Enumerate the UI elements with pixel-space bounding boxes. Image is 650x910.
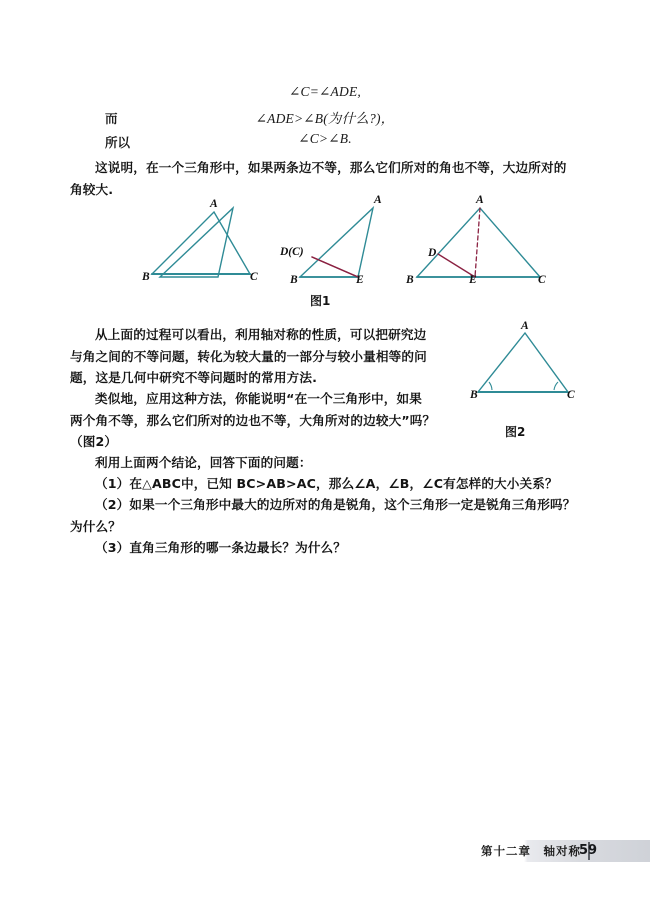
exercise-item-1 (70, 473, 558, 495)
figure-1-label-a-right: A (476, 194, 484, 206)
figure-1-label-b-right: B (406, 274, 414, 286)
figure-2-caption: 图2 (505, 425, 526, 439)
proof-line-1 (0, 84, 650, 100)
proof-line-3-expr: ∠C>∠B. (298, 131, 352, 146)
exercises-lead (70, 452, 312, 474)
figure-1-panel-middle (160, 208, 358, 277)
paragraph-analogy (70, 388, 435, 453)
triangle-abc-outline (152, 212, 250, 274)
paragraph-analogy-line-3: （图2） (70, 434, 118, 449)
figure-1-label-e-right: E (469, 274, 477, 286)
figure-1 (140, 194, 546, 293)
figure-1-panel-middle-shapes (300, 208, 373, 277)
paragraph-conclusion-line-1: 这说明，在一个三角形中，如果两条边不等，那么它们所对的角也不等，大边所对的 (95, 160, 567, 175)
figure-1-panel-left (152, 212, 250, 274)
exercises-lead-text: 利用上面两个结论，回答下面的问题： (95, 455, 312, 470)
segment-a-to-e-dashed (475, 208, 480, 277)
triangle-abe (300, 208, 373, 277)
figure-1-label-e-middle: E (356, 274, 364, 286)
paragraph-method-line-2: 与角之间的不等问题，转化为较大量的一部分与较小量相等的问 (70, 348, 427, 364)
figure-1-label-b-left: B (142, 271, 150, 283)
figure-1-label-a-middle: A (374, 194, 382, 206)
figure-1-svg (140, 198, 540, 293)
paragraph-method-line-1: 从上面的过程可以看出，利用轴对称的性质，可以把研究边 (95, 327, 427, 342)
figure-2 (470, 320, 585, 410)
paragraph-analogy-line-2: 两个角不等，那么它们所对的边也不等，大角所对的边较大”吗？ (70, 412, 436, 428)
paragraph-analogy-line-1: 类似地，应用这种方法，你能说明“在一个三角形中，如果 (95, 391, 423, 406)
paragraph-method-line-3: 题，这是几何中研究不等问题时的常用方法. (70, 370, 318, 385)
figure-1-caption: 图1 (310, 294, 331, 308)
exercise-item-2-line-1: （2）如果一个三角形中最大的边所对的角是锐角，这个三角形一定是锐角三角形吗？ (95, 497, 576, 512)
figure-1-label-d-right: D (428, 247, 437, 259)
exercise-item-3-line-1: （3）直角三角形的哪一条边最长？为什么？ (95, 540, 347, 555)
exercise-item-2 (70, 494, 575, 537)
figure-2-triangle-abc (478, 333, 568, 392)
footer-page-number: 59 (579, 843, 598, 858)
triangle-abe-outline (160, 208, 233, 277)
paragraph-conclusion-line-2: 角较大. (70, 181, 114, 197)
figure-1-label-b-middle: B (290, 274, 298, 286)
proof-line-3 (0, 131, 650, 147)
exercise-item-3 (70, 537, 346, 559)
proof-line-2 (0, 107, 650, 127)
figure-1-panel-right (417, 208, 540, 277)
segment-d-e (312, 257, 358, 277)
proof-line-3-connector: 所以 (105, 135, 131, 150)
exercise-item-1-line-1: （1）在△ABC中，已知 BC>AB>AC，那么∠A，∠B，∠C有怎样的大小关系？ (95, 476, 558, 491)
exercise-item-2-line-2: 为什么？ (70, 518, 121, 534)
figure-1-label-c-left: C (250, 271, 258, 283)
angle-arc-c (554, 382, 558, 390)
triangle-abc-full (417, 208, 540, 277)
proof-line-2-connector: 而 (105, 111, 118, 126)
figure-2-label-a: A (521, 320, 529, 332)
figure-1-label-dc-middle: D(C) (280, 246, 304, 258)
page-footer (475, 840, 650, 862)
figure-2-label-c: C (567, 389, 575, 401)
proof-line-1-expr: ∠C=∠ADE, (289, 84, 361, 99)
paragraph-conclusion (70, 157, 567, 200)
paragraph-method (70, 324, 427, 389)
footer-chapter-title: 第十二章 轴对称 (481, 842, 590, 860)
proof-line-2-expr: ∠ADE>∠B(为什么?)， (255, 111, 395, 126)
figure-1-label-a-left: A (210, 198, 218, 210)
figure-2-label-b: B (470, 389, 478, 401)
angle-arc-b (489, 382, 492, 390)
figure-1-label-c-right: C (538, 274, 546, 286)
